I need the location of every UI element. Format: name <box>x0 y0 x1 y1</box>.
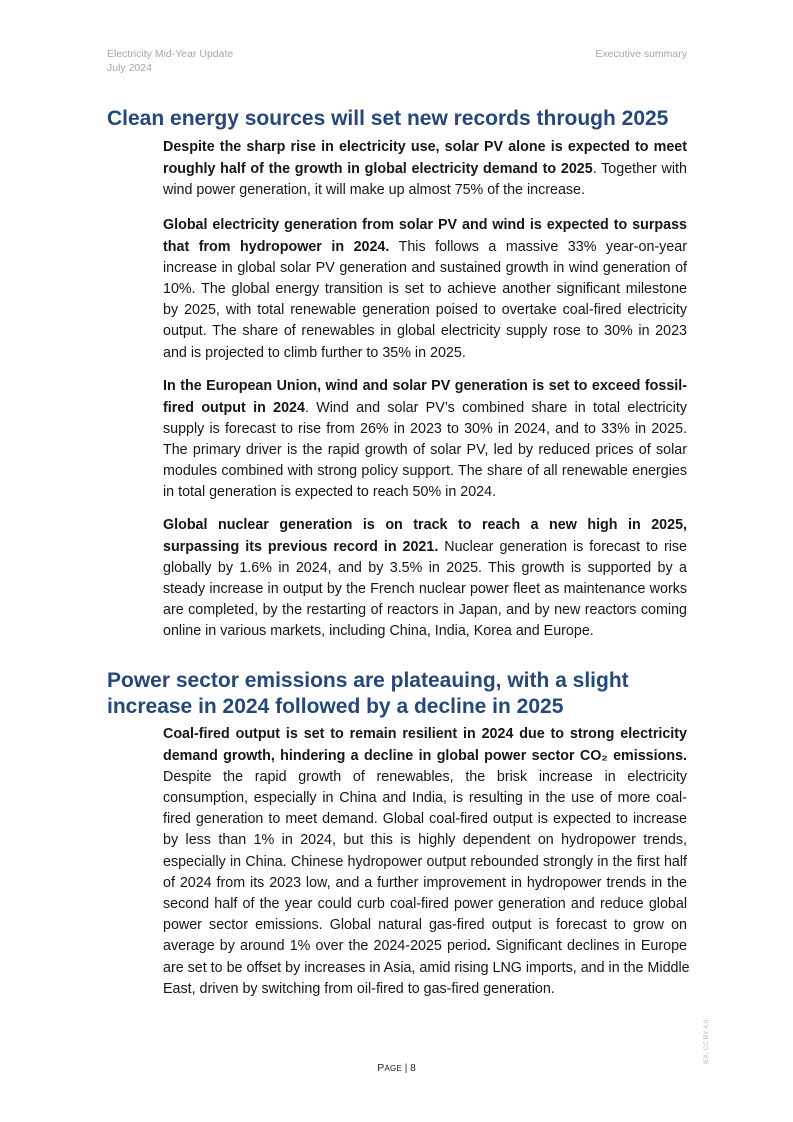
bold-lead-text: Global electricity generation from solar PV and wind is expected to surpass <box>163 217 687 234</box>
bold-lead-text: roughly half of the growth in global electricity demand to 2025 <box>163 160 593 177</box>
body-text: and is projected to climb further to 35% in 2025. <box>163 344 466 361</box>
bold-lead-text: surpassing its previous record in 2021. <box>163 538 439 555</box>
text-line <box>163 958 690 979</box>
body-text: by less than 1% in 2024, but this is highly dependent on hydropower trends, <box>163 832 687 849</box>
body-text: 10%. The global energy transition is set to achieve another significant milestone <box>163 281 687 297</box>
running-header-section: Executive summary <box>595 48 687 60</box>
text-line <box>163 830 687 851</box>
body-text: . Together with <box>592 160 687 177</box>
paragraph <box>163 215 687 363</box>
text-line <box>163 279 687 300</box>
text-line <box>163 894 687 915</box>
text-line <box>163 137 687 158</box>
paragraph <box>163 137 687 201</box>
text-line <box>163 215 687 236</box>
bold-lead-text: Despite the sharp rise in electricity use, solar PV alone is expected to meet <box>163 139 687 156</box>
bold-lead-text: In the European Union, wind and solar PV generation is set to exceed fossil- <box>163 378 687 395</box>
body-text: second half of the year could curb coal-fired power generation and reduce global <box>163 896 687 913</box>
body-text: by 2025, with total renewable generation poised to overtake coal-fired electricity <box>163 302 687 319</box>
text-line <box>163 398 687 419</box>
section-heading-clean-energy <box>107 106 707 132</box>
text-line <box>163 746 687 767</box>
heading-line: Power sector emissions are plateauing, with a slight <box>107 669 629 692</box>
text-line <box>163 579 687 600</box>
body-text: of 2024 from its 2023 low, and a further improvement in hydropower trends in the <box>163 874 687 891</box>
text-line <box>163 258 687 279</box>
license-notice: IEA. CC BY 4.0. <box>703 1018 710 1065</box>
bold-lead-text: Global nuclear generation is on track to reach a new high in 2025, <box>163 517 687 534</box>
body-text: The primary driver is the rapid growth of solar PV, led by reduced prices of solar <box>163 442 687 458</box>
body-text: are completed, by the restarting of reactors in Japan, and by new reactors coming <box>163 602 687 619</box>
body-text: consumption, especially in China and India, is resulting in the use of more coal- <box>163 790 687 806</box>
body-text: especially in China. Chinese hydropower output rebounded strongly in the first half <box>163 853 687 870</box>
body-text: average by around 1% over the 2024-2025 period <box>163 938 487 955</box>
text-line <box>163 159 687 180</box>
body-text: in total generation is expected to reach 50% in 2024. <box>163 484 497 501</box>
bold-lead-text: that from hydropower in 2024. <box>163 238 390 255</box>
text-line <box>163 600 687 621</box>
text-line <box>163 180 687 201</box>
bold-lead-text: fired output in 2024 <box>163 399 305 416</box>
text-line <box>163 767 687 788</box>
body-text: online in various markets, including China, India, Korea and Europe. <box>163 623 594 640</box>
body-text: supply is forecast to rise from 26% in 2023 to 30% in 2024, and to 33% in 2025. <box>163 420 687 437</box>
text-line <box>163 873 687 894</box>
text-line <box>163 852 687 873</box>
text-line <box>163 515 687 536</box>
text-line <box>163 376 687 397</box>
body-text: Significant declines in Europe <box>490 938 687 955</box>
body-text: increase in global solar PV generation and sustained growth in wind generation of <box>163 259 687 276</box>
text-line <box>163 440 687 461</box>
body-text: This follows a massive 33% year-on-year <box>389 238 687 255</box>
bold-lead-text: Coal-fired output is set to remain resilient in 2024 due to strong electricity <box>163 726 687 743</box>
body-text: globally by 1.6% in 2024, and by 3.5% in 2025. This growth is supported by a <box>163 559 687 576</box>
text-line <box>163 788 687 809</box>
paragraph <box>163 376 687 503</box>
text-line <box>163 537 687 558</box>
body-text: . Wind and solar PV’s combined share in total electricity <box>304 399 687 416</box>
text-line <box>163 321 687 342</box>
page-label-rest: AGE <box>384 1064 402 1073</box>
text-line <box>163 809 687 830</box>
body-text: steady increase in output by the French nuclear power fleet as maintenance works <box>163 581 687 597</box>
text-line <box>163 419 687 440</box>
body-text: wind power generation, it will make up almost 75% of the increase. <box>163 181 585 198</box>
text-line <box>163 621 687 642</box>
paragraph <box>163 724 690 1000</box>
page-label <box>377 1064 402 1073</box>
body-text: fired generation to meet demand. Global coal-fired output is expected to increase <box>163 811 687 828</box>
section-heading-power-emissions <box>107 668 707 720</box>
page-number: 8 <box>410 1063 416 1074</box>
body-text: Nuclear generation is forecast to rise <box>438 538 687 555</box>
body-text: modules combined with strong policy support. The share of all renewable energies <box>163 463 687 480</box>
heading-line: increase in 2024 followed by a decline in 2025 <box>107 695 564 718</box>
text-line <box>163 482 687 503</box>
text-line <box>163 343 687 364</box>
page-label-initial: P <box>377 1062 385 1074</box>
report-title: Electricity Mid-Year Update <box>107 48 234 60</box>
report-date: July 2024 <box>107 62 152 74</box>
text-line <box>163 724 687 745</box>
page-separator: | <box>404 1063 408 1074</box>
bold-lead-text: . <box>486 938 491 955</box>
body-text: Despite the rapid growth of renewables, the brisk increase in electricity <box>163 768 687 785</box>
paragraph <box>163 515 687 642</box>
text-line <box>163 461 687 482</box>
text-line <box>163 936 687 957</box>
text-line <box>163 558 687 579</box>
body-text: are set to be offset by increases in Asia, amid rising LNG imports, and in the Middle <box>163 959 690 976</box>
body-text: East, driven by switching from oil-fired to gas-fired generation. <box>163 980 555 997</box>
text-line <box>163 300 687 321</box>
text-line <box>163 915 687 936</box>
text-line <box>163 237 687 258</box>
body-text: power sector emissions. Global natural gas-fired output is forecast to grow on <box>163 917 687 934</box>
text-line <box>163 979 687 1000</box>
heading-line: Clean energy sources will set new records through 2025 <box>107 107 669 130</box>
page-footer <box>0 1061 793 1076</box>
bold-lead-text: demand growth, hindering a decline in global power sector CO₂ emissions. <box>163 747 687 764</box>
body-text: output. The share of renewables in global electricity supply rose to 30% in 2023 <box>163 323 687 340</box>
running-header-left <box>107 47 233 75</box>
